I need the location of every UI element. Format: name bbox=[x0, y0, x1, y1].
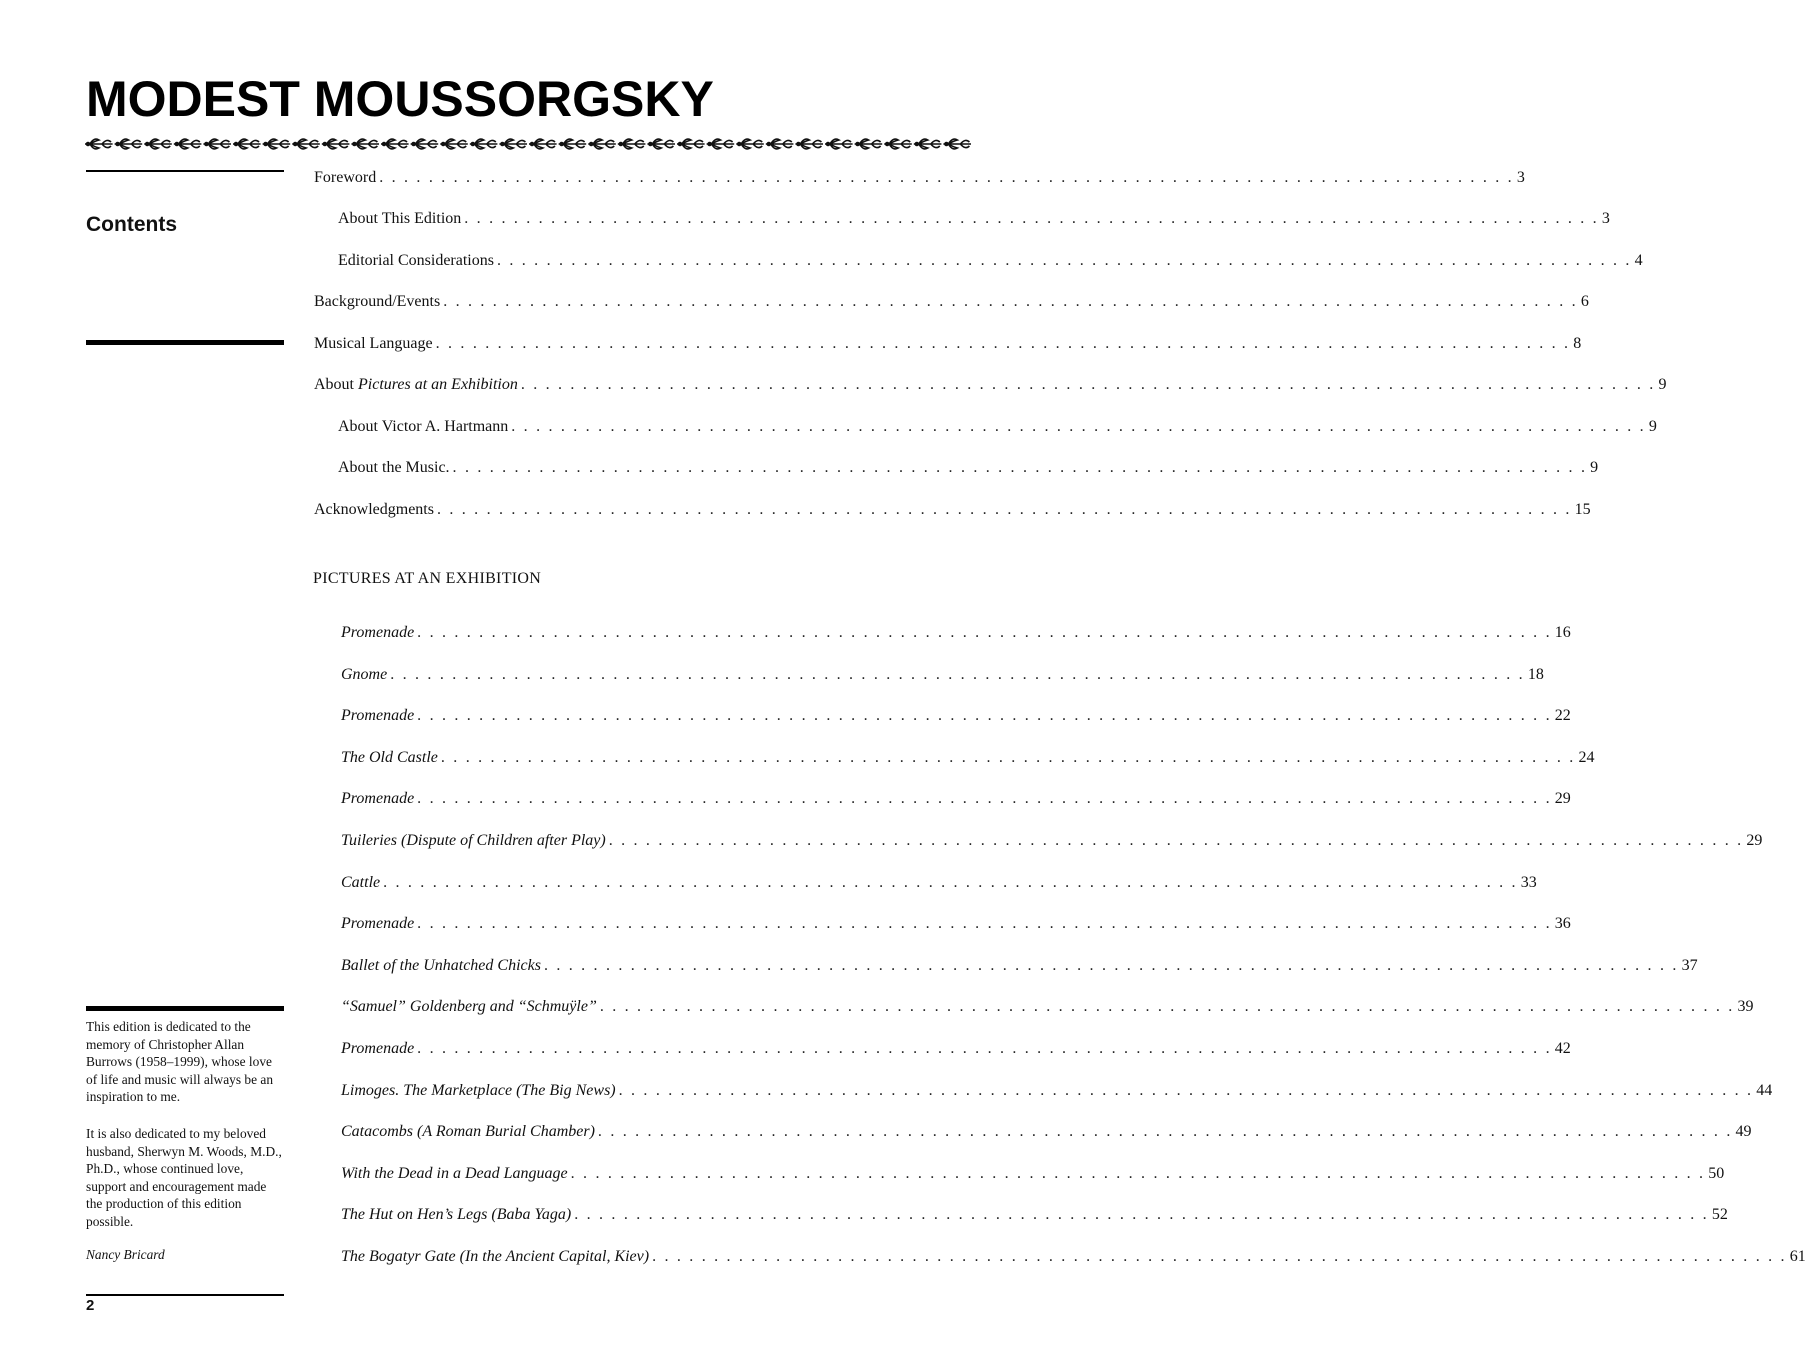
toc-leader-dots: . . . . . . . . . . . . . . . . . . . . . . . . . . . . . . . . . . . . . . . . . . . . . . . . . . . . . . . . . . . . . . . . . . . . . . . . . . . . . . . . . . . . . . . . . . . . bbox=[383, 873, 1518, 891]
toc-entry bbox=[338, 458, 1599, 478]
toc-entry bbox=[314, 168, 1525, 188]
toc-leader-dots: . . . . . . . . . . . . . . . . . . . . . . . . . . . . . . . . . . . . . . . . . . . . . . . . . . . . . . . . . . . . . . . . . . . . . . . . . . . . . . . . . . . . . . . . . . . . bbox=[597, 1123, 1733, 1141]
toc-entry-page: 24 bbox=[1578, 748, 1595, 766]
page-number: 2 bbox=[86, 1297, 95, 1314]
toc-entry-page: 33 bbox=[1520, 873, 1537, 891]
toc-entry bbox=[341, 789, 1571, 809]
toc-entry bbox=[314, 500, 1591, 520]
toc-entry-page: 8 bbox=[1573, 335, 1582, 352]
dedication-paragraph-2: It is also dedicated to my beloved husband, Sherwyn M. Woods, M.D., Ph.D., whose continued love, support and encouragement made the production of this edition possible. bbox=[86, 1126, 282, 1229]
toc-entry-label: Catacombs (A Roman Burial Chamber) bbox=[341, 1123, 595, 1141]
toc-entry-page: 44 bbox=[1756, 1081, 1773, 1099]
toc-entry bbox=[341, 1164, 1725, 1184]
toc-leader-dots: . . . . . . . . . . . . . . . . . . . . . . . . . . . . . . . . . . . . . . . . . . . . . . . . . . . . . . . . . . . . . . . . . . . . . . . . . . . . . . . . . . . . . . . . . . . . bbox=[417, 790, 1552, 808]
toc-entry-label: Promenade bbox=[341, 1040, 415, 1057]
contents-heading: Contents bbox=[86, 213, 177, 236]
toc-leader-dots: . . . . . . . . . . . . . . . . . . . . . . . . . . . . . . . . . . . . . . . . . . . . . . . . . . . . . . . . . . . . . . . . . . . . . . . . . . . . . . . . . . . . . . . . . . . . bbox=[574, 1206, 1709, 1224]
toc-entry bbox=[341, 873, 1537, 893]
sidebar-thick-rule bbox=[86, 340, 284, 345]
toc-entry bbox=[341, 1039, 1571, 1059]
toc-entry-label: Promenade bbox=[341, 624, 415, 641]
dedication-top-rule bbox=[86, 1006, 284, 1011]
toc-entry bbox=[341, 1205, 1728, 1225]
toc-entry bbox=[338, 417, 1657, 437]
toc-entry-label: Foreword bbox=[314, 169, 377, 186]
toc-entry-label: About the Music. bbox=[338, 459, 450, 476]
toc-leader-dots: . . . . . . . . . . . . . . . . . . . . . . . . . . . . . . . . . . . . . . . . . . . . . . . . . . . . . . . . . . . . . . . . . . . . . . . . . . . . . . . . . . . . . . . . . . . . bbox=[417, 915, 1552, 933]
vine-ornament-border bbox=[84, 136, 972, 152]
toc-entry-page: 49 bbox=[1735, 1123, 1752, 1141]
toc-leader-dots: . . . . . . . . . . . . . . . . . . . . . . . . . . . . . . . . . . . . . . . . . . . . . . . . . . . . . . . . . . . . . . . . . . . . . . . . . . . . . . . . . . . . . . . . . . . . bbox=[464, 210, 1599, 227]
toc-entry bbox=[338, 251, 1643, 271]
toc-entry-page: 15 bbox=[1574, 501, 1591, 518]
toc-entry-label: Cattle bbox=[341, 873, 381, 891]
toc-leader-dots: . . . . . . . . . . . . . . . . . . . . . . . . . . . . . . . . . . . . . . . . . . . . . . . . . . . . . . . . . . . . . . . . . . . . . . . . . . . . . . . . . . . . . . . . . . . . bbox=[496, 252, 1632, 269]
toc-entry bbox=[341, 914, 1571, 934]
toc-entry-page: 9 bbox=[1590, 459, 1599, 476]
toc-leader-dots: . . . . . . . . . . . . . . . . . . . . . . . . . . . . . . . . . . . . . . . . . . . . . . . . . . . . . . . . . . . . . . . . . . . . . . . . . . . . . . . . . . . . . . . . . . . . bbox=[652, 1248, 1787, 1265]
toc-entry-label: Gnome bbox=[341, 665, 388, 683]
toc-entry-page: 4 bbox=[1634, 252, 1643, 269]
toc-leader-dots: . . . . . . . . . . . . . . . . . . . . . . . . . . . . . . . . . . . . . . . . . . . . . . . . . . . . . . . . . . . . . . . . . . . . . . . . . . . . . . . . . . . . . . . . . . . . bbox=[440, 748, 1576, 766]
toc-entry bbox=[341, 997, 1754, 1017]
toc-entry-label: The Old Castle bbox=[341, 748, 438, 766]
toc-leader-dots: . . . . . . . . . . . . . . . . . . . . . . . . . . . . . . . . . . . . . . . . . . . . . . . . . . . . . . . . . . . . . . . . . . . . . . . . . . . . . . . . . . . . . . . . . . . . bbox=[390, 665, 1525, 683]
section-heading: PICTURES AT AN EXHIBITION bbox=[313, 570, 542, 587]
toc-entry-page: 22 bbox=[1554, 707, 1571, 725]
toc-leader-dots: . . . . . . . . . . . . . . . . . . . . . . . . . . . . . . . . . . . . . . . . . . . . . . . . . . . . . . . . . . . . . . . . . . . . . . . . . . . . . . . . . . . . . . . . . . . . bbox=[570, 1164, 1706, 1182]
toc-entry-page: 50 bbox=[1708, 1164, 1725, 1182]
dedication-paragraph-1: This edition is dedicated to the memory of Christopher Allan Burrows (1958–1999), whose love of life and music will always be an inspiration to me. bbox=[86, 1019, 274, 1104]
footer-rule bbox=[86, 1294, 284, 1296]
toc-leader-dots: . . . . . . . . . . . . . . . . . . . . . . . . . . . . . . . . . . . . . . . . . . . . . . . . . . . . . . . . . . . . . . . . . . . . . . . . . . . . . . . . . . . . . . . . . . . . bbox=[452, 459, 1588, 476]
toc-entry bbox=[338, 209, 1610, 229]
toc-entry-label: About Victor A. Hartmann bbox=[338, 418, 509, 435]
toc-entry-label bbox=[314, 375, 518, 395]
toc-entry bbox=[341, 706, 1571, 726]
toc-leader-dots: . . . . . . . . . . . . . . . . . . . . . . . . . . . . . . . . . . . . . . . . . . . . . . . . . . . . . . . . . . . . . . . . . . . . . . . . . . . . . . . . . . . . . . . . . . . . bbox=[435, 335, 1571, 352]
toc-entry-label: With the Dead in a Dead Language bbox=[341, 1164, 568, 1182]
toc-entry-label: Acknowledgments bbox=[314, 501, 434, 518]
toc-entry bbox=[341, 831, 1763, 851]
toc-leader-dots: . . . . . . . . . . . . . . . . . . . . . . . . . . . . . . . . . . . . . . . . . . . . . . . . . . . . . . . . . . . . . . . . . . . . . . . . . . . . . . . . . . . . . . . . . . . . bbox=[608, 832, 1744, 849]
toc-entry-label: Ballet of the Unhatched Chicks bbox=[341, 956, 541, 974]
toc-entry bbox=[341, 1122, 1752, 1142]
toc-entry-label: Tuileries (Dispute of Children after Play) bbox=[341, 832, 606, 849]
toc-leader-dots: . . . . . . . . . . . . . . . . . . . . . . . . . . . . . . . . . . . . . . . . . . . . . . . . . . . . . . . . . . . . . . . . . . . . . . . . . . . . . . . . . . . . . . . . . . . . bbox=[520, 376, 1656, 393]
dedication-signature: Nancy Bricard bbox=[86, 1247, 165, 1262]
toc-entry-page: 6 bbox=[1580, 293, 1589, 310]
toc-entry-page: 16 bbox=[1554, 624, 1571, 641]
toc-entry-label: Promenade bbox=[341, 915, 415, 933]
toc-entry-label: The Bogatyr Gate (In the Ancient Capital, Kiev) bbox=[341, 1248, 650, 1265]
toc-leader-dots: . . . . . . . . . . . . . . . . . . . . . . . . . . . . . . . . . . . . . . . . . . . . . . . . . . . . . . . . . . . . . . . . . . . . . . . . . . . . . . . . . . . . . . . . . . . . bbox=[511, 418, 1646, 435]
toc-leader-dots: . . . . . . . . . . . . . . . . . . . . . . . . . . . . . . . . . . . . . . . . . . . . . . . . . . . . . . . . . . . . . . . . . . . . . . . . . . . . . . . . . . . . . . . . . . . . bbox=[618, 1081, 1754, 1099]
toc-entry bbox=[341, 665, 1544, 685]
toc-entry bbox=[314, 375, 1667, 395]
sidebar-top-rule bbox=[86, 170, 284, 172]
toc-entry-label-italic: Pictures at an Exhibition bbox=[358, 376, 518, 393]
toc-entry-page: 9 bbox=[1658, 376, 1667, 393]
toc-entry-label-prefix: About bbox=[314, 376, 358, 393]
toc-leader-dots: . . . . . . . . . . . . . . . . . . . . . . . . . . . . . . . . . . . . . . . . . . . . . . . . . . . . . . . . . . . . . . . . . . . . . . . . . . . . . . . . . . . . . . . . . . . . bbox=[417, 624, 1552, 641]
toc-entry-page: 61 bbox=[1789, 1248, 1806, 1265]
toc-entry-page: 18 bbox=[1527, 665, 1544, 683]
toc-leader-dots: . . . . . . . . . . . . . . . . . . . . . . . . . . . . . . . . . . . . . . . . . . . . . . . . . . . . . . . . . . . . . . . . . . . . . . . . . . . . . . . . . . . . . . . . . . . . bbox=[417, 1040, 1552, 1057]
toc-entry-page: 52 bbox=[1711, 1206, 1728, 1224]
toc-leader-dots: . . . . . . . . . . . . . . . . . . . . . . . . . . . . . . . . . . . . . . . . . . . . . . . . . . . . . . . . . . . . . . . . . . . . . . . . . . . . . . . . . . . . . . . . . . . . bbox=[436, 501, 1572, 518]
toc-entry bbox=[341, 1081, 1773, 1101]
toc-entry-label: The Hut on Hen’s Legs (Baba Yaga) bbox=[341, 1206, 572, 1224]
toc-entry bbox=[341, 956, 1698, 976]
toc-leader-dots: . . . . . . . . . . . . . . . . . . . . . . . . . . . . . . . . . . . . . . . . . . . . . . . . . . . . . . . . . . . . . . . . . . . . . . . . . . . . . . . . . . . . . . . . . . . . bbox=[543, 956, 1679, 974]
toc-entry-label: “Samuel” Goldenberg and “Schmuÿle” bbox=[341, 998, 597, 1016]
toc-entry bbox=[341, 623, 1571, 643]
toc-entry-page: 36 bbox=[1554, 915, 1571, 933]
toc-leader-dots: . . . . . . . . . . . . . . . . . . . . . . . . . . . . . . . . . . . . . . . . . . . . . . . . . . . . . . . . . . . . . . . . . . . . . . . . . . . . . . . . . . . . . . . . . . . . bbox=[417, 707, 1552, 725]
toc-leader-dots: . . . . . . . . . . . . . . . . . . . . . . . . . . . . . . . . . . . . . . . . . . . . . . . . . . . . . . . . . . . . . . . . . . . . . . . . . . . . . . . . . . . . . . . . . . . . bbox=[379, 169, 1514, 186]
toc-entry bbox=[341, 748, 1595, 768]
toc-entry-page: 9 bbox=[1648, 418, 1657, 435]
toc-entry-page: 39 bbox=[1737, 998, 1754, 1016]
toc-entry-label: About This Edition bbox=[338, 210, 462, 227]
toc-entry bbox=[314, 292, 1589, 312]
toc-entry-label: Promenade bbox=[341, 790, 415, 808]
toc-entry-page: 42 bbox=[1554, 1040, 1571, 1057]
toc-entry bbox=[314, 334, 1582, 354]
toc-entry-label: Musical Language bbox=[314, 335, 433, 352]
toc-entry-page: 29 bbox=[1746, 832, 1763, 849]
page-title: MODEST MOUSSORGSKY bbox=[86, 71, 714, 127]
toc-entry-page: 29 bbox=[1554, 790, 1571, 808]
toc-entry-label: Editorial Considerations bbox=[338, 252, 494, 269]
toc-entry-label: Limoges. The Marketplace (The Big News) bbox=[341, 1081, 616, 1099]
toc-leader-dots: . . . . . . . . . . . . . . . . . . . . . . . . . . . . . . . . . . . . . . . . . . . . . . . . . . . . . . . . . . . . . . . . . . . . . . . . . . . . . . . . . . . . . . . . . . . . bbox=[599, 998, 1735, 1016]
toc-entry-label: Promenade bbox=[341, 707, 415, 725]
toc-entry-label: Background/Events bbox=[314, 293, 441, 310]
toc-entry-page: 37 bbox=[1681, 956, 1698, 974]
toc-entry-page: 3 bbox=[1601, 210, 1610, 227]
toc-entry-page: 3 bbox=[1516, 169, 1525, 186]
toc-entry bbox=[341, 1247, 1806, 1267]
toc-leader-dots: . . . . . . . . . . . . . . . . . . . . . . . . . . . . . . . . . . . . . . . . . . . . . . . . . . . . . . . . . . . . . . . . . . . . . . . . . . . . . . . . . . . . . . . . . . . . bbox=[443, 293, 1578, 310]
